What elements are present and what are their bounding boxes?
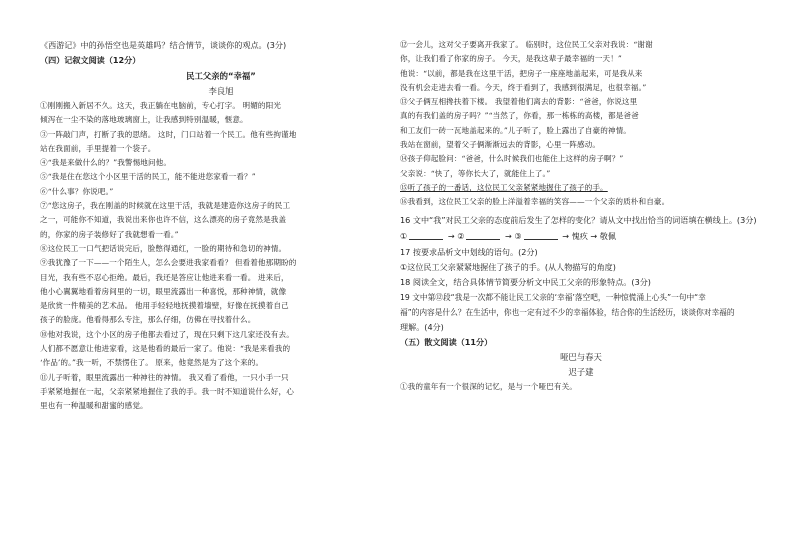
essay-line: ⑥“什么事？你说吧。”	[40, 186, 114, 196]
essay-2-title: 哑巴与春天	[560, 351, 602, 362]
flow-step-5: 敬佩	[599, 230, 616, 241]
essay-line: 手紧紧地握在一起，父亲紧紧地握住了我的手。我一时不知道说什么好，心	[40, 386, 294, 396]
essay-title: 民工父亲的“幸福”	[186, 71, 256, 81]
essay-line: 孩子的脸庞。他看得那么专注，那么仔细，仿佛在寻找着什么。	[40, 315, 256, 325]
essay-line: 他小心翼翼地看着房间里的一切，眼里流露出一种喜悦，那种神情，就像	[40, 286, 287, 296]
right-column	[400, 38, 762, 394]
answer-blank-1[interactable]	[409, 231, 443, 240]
flow-step-2: ②	[457, 230, 465, 241]
section-4-header: （四）记叙文阅读（12分）	[40, 55, 141, 65]
question-19-line-2: 福”的内容是什么？在生活中，你也一定有过不少的幸福体验，结合你的生活经历，谈谈你对幸福的	[400, 307, 735, 317]
section-5-header: （五）散文阅读（11分）	[400, 336, 493, 347]
flow-step-4: 愧疚	[571, 230, 588, 241]
essay-line: ⑦“您这房子，我在刚盖的时候就在这里干活，我就是建造你这房子的民工	[40, 201, 291, 211]
essay-line: 你，让我们看了你家的房子。 今天，是我这辈子最幸福的一天！”	[400, 54, 622, 64]
essay-2-author: 迟子建	[568, 366, 594, 377]
essay-line: ③一阵敲门声，打断了我的思绪。 这时，门口站着一个民工。他有些拘谨地	[40, 129, 297, 139]
essay-line: ⑫一会儿，这对父子要离开我家了。 临别时，这位民工父亲对我说：“谢谢	[400, 40, 653, 49]
essay-line: 里也有一种温暖和甜蜜的感觉。	[40, 401, 148, 411]
essay-line: ①刚刚搬入新居不久。这天，我正躺在电脑前，专心打字。 明媚的阳光	[40, 101, 282, 110]
essay-line: 他说：“以前，都是我在这里干活，把房子一座座地盖起来，可是我从来	[400, 68, 643, 78]
essay-line: ⑧这位民工一口气把话说完后，脸憋得通红，一脸的期待和急切的神情。	[40, 243, 287, 253]
flow-step-3: ③	[514, 230, 522, 241]
flow-step-1: ①	[400, 230, 408, 241]
essay-line: ⑪儿子听着，眼里流露出一种神往的神情。 我又看了看他，一只小手一只	[40, 372, 289, 382]
essay-line: 之一，可能你不知道，我说出来你也许不信，这么漂亮的房子竟然是我盖	[40, 215, 287, 225]
answer-blank-2[interactable]	[466, 231, 500, 240]
essay-line: 和工友们一砖一瓦地盖起来的。”儿子听了，脸上露出了自豪的神情。	[400, 125, 631, 135]
essay-line: 父亲说：“快了，等你长大了，就能住上了。”	[400, 168, 551, 178]
essay-line: ⑯我看到，这位民工父亲的脸上洋溢着幸福的笑容——一个父亲的质朴和自豪。	[400, 197, 670, 207]
essay-line: 没有机会走进去看一看。今天，终于看到了，我感到很满足，也很幸福。”	[400, 82, 647, 92]
question-16-flow: ① → ② → ③ → 愧疚 → 敬佩	[400, 230, 616, 241]
essay-author: 李良旭	[208, 86, 234, 96]
answer-blank-3[interactable]	[524, 231, 558, 240]
question-xiyouji: 《西游记》中的孙悟空也是英雄吗？结合情节，谈谈你的观点。(3分)	[40, 40, 287, 50]
essay-line: 站在我面前，手里提着一个袋子。	[40, 143, 156, 153]
essay-line: 我站在窗前，望着父子俩渐渐远去的背影，心里一阵感动。	[400, 140, 601, 150]
essay-line: 人们都不愿意让他进家看，这是他看的最后一家了。他说：“我是来看我的	[40, 344, 291, 354]
essay-line: ⑩他对我说，这个小区的房子他都去看过了，现在只剩下这几家还没有去。	[40, 329, 294, 339]
essay-line-underlined: ⑮听了孩子的一番话，这位民工父亲紧紧地握住了孩子的手。	[400, 182, 608, 192]
question-16: 16 文中“我”对民工父亲的态度前后发生了怎样的变化？请从文中找出恰当的词语填在横线上。(3分)	[400, 214, 757, 225]
essay-line: 真的有我们盖的房子吗？”“当然了，你看，那一栋栋的高楼，都是爸爸	[400, 111, 639, 121]
essay-line: 目光，我有些不忍心拒绝。最后，我还是答应让他进来看一看。 进来后，	[40, 272, 289, 282]
essay-line: 的，你家的房子装修好了我就想看一看。”	[40, 229, 179, 239]
essay-line: ⑨我犹豫了一下——一个陌生人，怎么会要进我家看看？ 但看着他那期盼的	[40, 258, 297, 268]
question-19-line-3: 理解。(4分)	[400, 321, 444, 332]
essay-body	[40, 99, 402, 414]
essay-line: 倾泻在一尘不染的落地玻璃窗上，让我感到特别温暖，惬意。	[40, 115, 248, 125]
essay-line: 是欣赏一件精美的艺术品。 他用手轻轻地抚摸着墙壁，好像在抚摸着自己	[40, 301, 289, 311]
essay-line: ‘作品’的。”我一听，不禁愣住了。 原来，他竟然是为了这个来的。	[40, 358, 264, 368]
essay-line: ⑭孩子仰起脸问：“爸爸，什么时候我们也能住上这样的房子啊？”	[400, 154, 624, 164]
left-column	[40, 38, 402, 414]
essay-line: ⑤“我是住在您这个小区里干活的民工，能不能进您家看一看？”	[40, 172, 256, 182]
question-18: 18 阅读全文，结合具体情节简要分析文中民工父亲的形象特点。(3分)	[400, 276, 651, 287]
essay-body-continued	[400, 38, 762, 210]
essay-line: ⑬父子俩互相搀扶着下楼。 我望着他们离去的背影：“爸爸，你说这里	[400, 97, 638, 107]
question-19-line-1: 19 文中第⑫段“我是一次都不能让民工父亲的‘幸福’落空吧，一种惊慌涌上心头”一句中“幸	[400, 292, 706, 302]
essay-2-first-line: ①我的童年有一个很深的记忆，是与一个哑巴有关。	[400, 381, 577, 391]
question-17-sub: ①这位民工父亲紧紧地握住了孩子的手。(从人物描写的角度)	[400, 261, 616, 272]
question-17: 17 按要求品析文中划线的语句。(2分)	[400, 246, 538, 257]
essay-line: ④“我是来做什么的？”我警惕地问他。	[40, 158, 172, 168]
